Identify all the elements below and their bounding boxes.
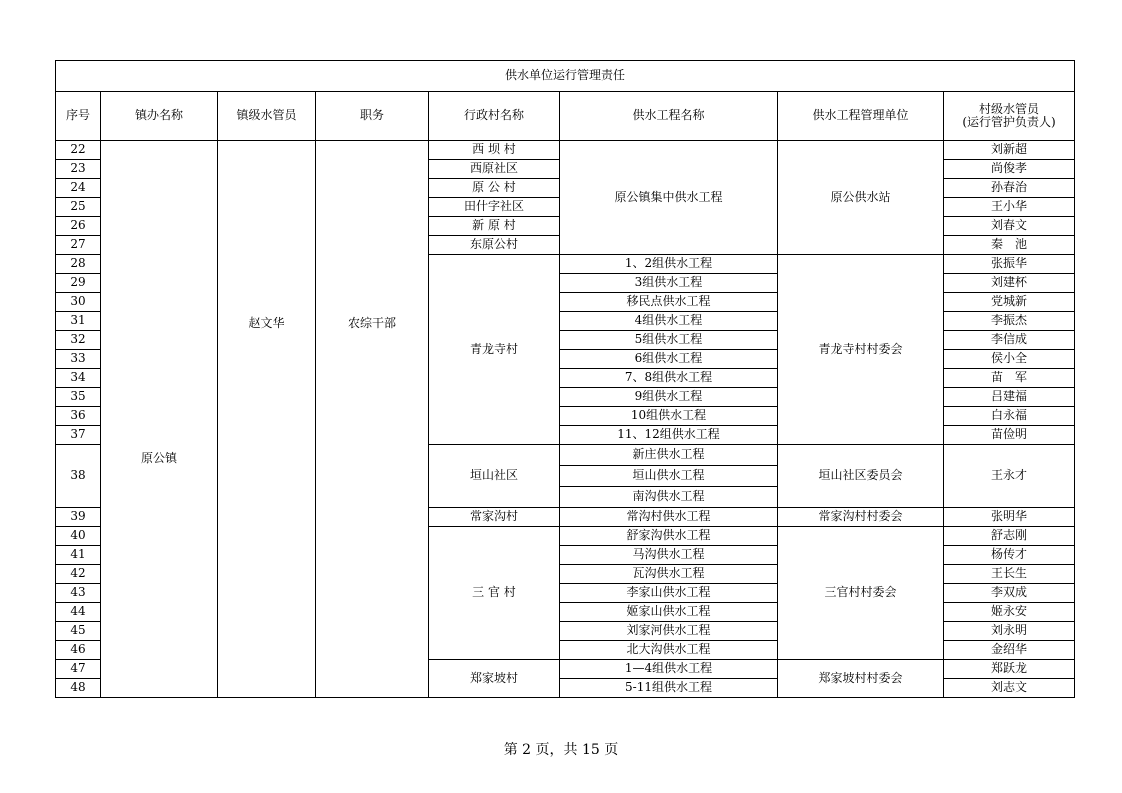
village-manager-cell: 党城新 [944, 293, 1075, 312]
management-unit-cell: 郑家坡村村委会 [778, 660, 944, 698]
row-number: 28 [56, 255, 101, 274]
village-manager-cell: 苗俭明 [944, 426, 1075, 445]
project-cell: 10组供水工程 [560, 407, 778, 426]
row-number: 31 [56, 312, 101, 331]
project-cell: 常沟村供水工程 [560, 508, 778, 527]
row-number: 44 [56, 603, 101, 622]
row-number: 26 [56, 217, 101, 236]
table-row [56, 141, 1075, 160]
village-manager-cell: 刘新超 [944, 141, 1075, 160]
table-title: 供水单位运行管理责任 [56, 61, 1075, 92]
header-project: 供水工程名称 [560, 92, 778, 141]
village-cell: 原 公 村 [429, 179, 560, 198]
village-cell: 郑家坡村 [429, 660, 560, 698]
row-number: 47 [56, 660, 101, 679]
row-number: 30 [56, 293, 101, 312]
row-number: 46 [56, 641, 101, 660]
village-manager-cell: 李信成 [944, 331, 1075, 350]
header-management-unit: 供水工程管理单位 [778, 92, 944, 141]
village-cell: 青龙寺村 [429, 255, 560, 445]
row-number: 27 [56, 236, 101, 255]
village-manager-cell: 李振杰 [944, 312, 1075, 331]
water-supply-table [55, 60, 1075, 698]
header-position: 职务 [316, 92, 429, 141]
project-cell: 刘家河供水工程 [560, 622, 778, 641]
row-number: 39 [56, 508, 101, 527]
project-cell: 6组供水工程 [560, 350, 778, 369]
row-number: 41 [56, 546, 101, 565]
row-number: 32 [56, 331, 101, 350]
header-town-manager: 镇级水管员 [218, 92, 316, 141]
project-cell: 7、8组供水工程 [560, 369, 778, 388]
village-manager-cell: 侯小全 [944, 350, 1075, 369]
project-cell: 原公镇集中供水工程 [560, 141, 778, 255]
village-cell: 常家沟村 [429, 508, 560, 527]
row-number: 24 [56, 179, 101, 198]
management-unit-cell: 青龙寺村村委会 [778, 255, 944, 445]
row-number: 23 [56, 160, 101, 179]
village-manager-cell: 刘春文 [944, 217, 1075, 236]
row-number: 25 [56, 198, 101, 217]
row-number: 34 [56, 369, 101, 388]
village-manager-cell: 王长生 [944, 565, 1075, 584]
header-seq: 序号 [56, 92, 101, 141]
village-manager-cell: 刘建杯 [944, 274, 1075, 293]
project-cell: 舒家沟供水工程 [560, 527, 778, 546]
row-number: 36 [56, 407, 101, 426]
project-cell: 新庄供水工程 [560, 445, 778, 466]
project-cell: 瓦沟供水工程 [560, 565, 778, 584]
village-manager-cell: 王永才 [944, 445, 1075, 508]
village-manager-cell: 秦 池 [944, 236, 1075, 255]
village-cell: 三 官 村 [429, 527, 560, 660]
village-cell: 田什字社区 [429, 198, 560, 217]
village-cell: 西原社区 [429, 160, 560, 179]
town-manager-cell: 赵文华 [218, 141, 316, 698]
village-manager-cell: 刘志文 [944, 679, 1075, 698]
project-cell: 4组供水工程 [560, 312, 778, 331]
project-cell: 姬家山供水工程 [560, 603, 778, 622]
village-cell: 新 原 村 [429, 217, 560, 236]
project-cell: 1—4组供水工程 [560, 660, 778, 679]
project-cell: 1、2组供水工程 [560, 255, 778, 274]
village-manager-cell: 尚俊孝 [944, 160, 1075, 179]
project-cell: 北大沟供水工程 [560, 641, 778, 660]
village-manager-cell: 刘永明 [944, 622, 1075, 641]
village-cell: 东原公村 [429, 236, 560, 255]
project-cell: 垣山供水工程 [560, 466, 778, 487]
project-cell: 马沟供水工程 [560, 546, 778, 565]
header-village: 行政村名称 [429, 92, 560, 141]
row-number: 29 [56, 274, 101, 293]
row-number: 45 [56, 622, 101, 641]
project-cell: 移民点供水工程 [560, 293, 778, 312]
row-number: 43 [56, 584, 101, 603]
village-manager-cell: 张振华 [944, 255, 1075, 274]
village-manager-cell: 郑跃龙 [944, 660, 1075, 679]
village-manager-cell: 舒志刚 [944, 527, 1075, 546]
village-manager-cell: 白永福 [944, 407, 1075, 426]
position-cell: 农综干部 [316, 141, 429, 698]
village-manager-cell: 吕建福 [944, 388, 1075, 407]
row-number: 38 [56, 445, 101, 508]
project-cell: 南沟供水工程 [560, 487, 778, 508]
village-manager-cell: 孙春治 [944, 179, 1075, 198]
village-manager-cell: 姬永安 [944, 603, 1075, 622]
row-number: 35 [56, 388, 101, 407]
row-number: 37 [56, 426, 101, 445]
village-cell: 西 坝 村 [429, 141, 560, 160]
village-manager-cell: 张明华 [944, 508, 1075, 527]
village-manager-cell: 王小华 [944, 198, 1075, 217]
town-name-cell: 原公镇 [101, 141, 218, 698]
management-unit-cell: 原公供水站 [778, 141, 944, 255]
village-manager-cell: 李双成 [944, 584, 1075, 603]
row-number: 48 [56, 679, 101, 698]
row-number: 40 [56, 527, 101, 546]
header-village-manager: 村级水管员 (运行管护负责人) [944, 92, 1075, 141]
row-number: 22 [56, 141, 101, 160]
project-cell: 5-11组供水工程 [560, 679, 778, 698]
village-manager-cell: 杨传才 [944, 546, 1075, 565]
project-cell: 11、12组供水工程 [560, 426, 778, 445]
management-unit-cell: 三官村村委会 [778, 527, 944, 660]
project-cell: 9组供水工程 [560, 388, 778, 407]
project-cell: 李家山供水工程 [560, 584, 778, 603]
village-manager-cell: 苗 军 [944, 369, 1075, 388]
header-town: 镇办名称 [101, 92, 218, 141]
village-manager-cell: 金绍华 [944, 641, 1075, 660]
row-number: 42 [56, 565, 101, 584]
village-cell: 垣山社区 [429, 445, 560, 508]
project-cell: 5组供水工程 [560, 331, 778, 350]
management-unit-cell: 常家沟村村委会 [778, 508, 944, 527]
project-cell: 3组供水工程 [560, 274, 778, 293]
row-number: 33 [56, 350, 101, 369]
page-number: 第 2 页，共 15 页 [503, 742, 619, 758]
management-unit-cell: 垣山社区委员会 [778, 445, 944, 508]
